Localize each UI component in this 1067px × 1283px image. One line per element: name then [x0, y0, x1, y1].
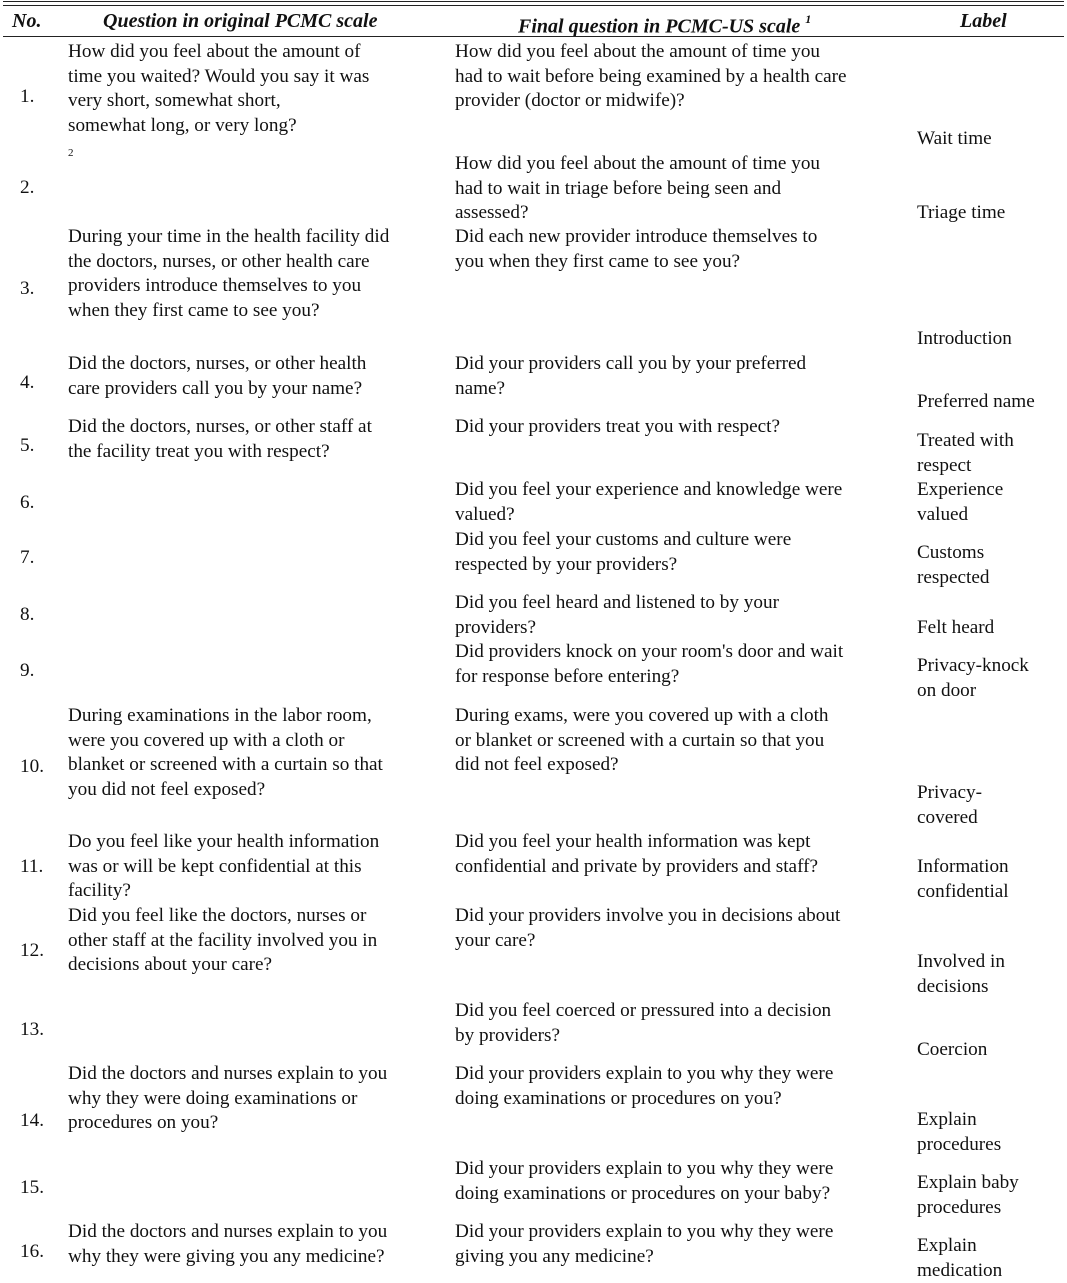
question-label: Preferred name	[917, 391, 1035, 412]
final-question: Did providers knock on your room's door and wait for response before entering?	[455, 641, 844, 687]
original-question: 2	[68, 147, 74, 159]
question-label: Explain procedures	[917, 1109, 1002, 1155]
question-label: Introduction	[917, 328, 1012, 349]
final-question: During exams, were you covered up with a cloth or blanket or screened with a curtain so that you did not feel exposed?	[455, 705, 829, 776]
question-label: Customs respected	[917, 542, 990, 588]
original-question: Did the doctors and nurses explain to you why they were doing examinations or procedures on you?	[68, 1063, 388, 1134]
row-number: 15.	[20, 1177, 44, 1198]
original-question: How did you feel about the amount of time you waited? Would you say it was very short, somewhat short, somewhat long, or very long?	[68, 41, 370, 136]
original-question: During your time in the health facility did the doctors, nurses, or other health care providers introduce themselves to you when they first came to see you?	[68, 226, 390, 321]
row-number: 4.	[20, 372, 35, 393]
question-label: Wait time	[917, 128, 992, 149]
header-no: No.	[12, 10, 42, 32]
original-question: Did the doctors and nurses explain to you why they were giving you any medicine?	[68, 1221, 388, 1267]
question-label: Experience valued	[917, 479, 1004, 525]
final-question: Did your providers treat you with respect?	[455, 416, 781, 437]
original-question: Did the doctors, nurses, or other health care providers call you by your name?	[68, 353, 367, 399]
original-question: Did you feel like the doctors, nurses or other staff at the facility involved you in decisions about your care?	[68, 905, 378, 976]
row-number: 1.	[20, 86, 35, 107]
row-number: 12.	[20, 940, 44, 961]
row-number: 5.	[20, 435, 35, 456]
row-number: 8.	[20, 604, 35, 625]
row-number: 9.	[20, 660, 35, 681]
final-question: Did your providers involve you in decisions about your care?	[455, 905, 841, 951]
header-final-text: Final question in PCMC-US scale	[518, 15, 801, 38]
final-question: How did you feel about the amount of time you had to wait in triage before being seen and assessed?	[455, 153, 821, 224]
original-question: Do you feel like your health information was or will be kept confidential at this facility?	[68, 831, 380, 902]
final-question: Did your providers explain to you why they were giving you any medicine?	[455, 1221, 834, 1267]
question-label: Privacy-knock on door	[917, 655, 1029, 701]
question-label: Involved in decisions	[917, 951, 1005, 997]
row-number: 13.	[20, 1019, 44, 1040]
final-question: Did you feel your experience and knowledge were valued?	[455, 479, 843, 525]
final-question: Did you feel heard and listened to by your providers?	[455, 592, 779, 638]
question-label: Triage time	[917, 202, 1006, 223]
question-label: Coercion	[917, 1039, 988, 1060]
row-number: 14.	[20, 1110, 44, 1131]
question-label: Privacy- covered	[917, 782, 983, 828]
row-number: 3.	[20, 278, 35, 299]
final-question: Did each new provider introduce themselves to you when they first came to see you?	[455, 226, 818, 272]
row-number: 10.	[20, 756, 44, 777]
final-question: Did your providers explain to you why they were doing examinations or procedures on you?	[455, 1063, 834, 1109]
question-label: Felt heard	[917, 617, 995, 638]
final-question: Did you feel coerced or pressured into a decision by providers?	[455, 1000, 832, 1046]
row-number: 16.	[20, 1241, 44, 1262]
final-question: How did you feel about the amount of time you had to wait before being examined by a health care provider (doctor or midwife)?	[455, 41, 847, 112]
question-label: Explain medication	[917, 1235, 1003, 1281]
final-question: Did your providers explain to you why they were doing examinations or procedures on your baby?	[455, 1158, 834, 1204]
final-question: Did you feel your health information was kept confidential and private by providers and staff?	[455, 831, 819, 877]
final-question: Did your providers call you by your preferred name?	[455, 353, 807, 399]
question-label: Treated with respect	[917, 430, 1014, 476]
original-question: Did the doctors, nurses, or other staff at the facility treat you with respect?	[68, 416, 372, 462]
final-question: Did you feel your customs and culture were respected by your providers?	[455, 529, 792, 575]
row-number: 6.	[20, 492, 35, 513]
question-label: Information confidential	[917, 856, 1009, 902]
question-label: Explain baby procedures	[917, 1172, 1019, 1218]
header-label: Label	[960, 10, 1007, 32]
row-number: 7.	[20, 547, 35, 568]
header-original-question: Question in original PCMC scale	[103, 10, 378, 32]
original-question: During examinations in the labor room, were you covered up with a cloth or blanket or screened with a curtain so that you did not feel exposed?	[68, 705, 383, 800]
header-final-footnote: 1	[805, 12, 812, 26]
row-number: 2.	[20, 177, 35, 198]
row-number: 11.	[20, 856, 44, 877]
